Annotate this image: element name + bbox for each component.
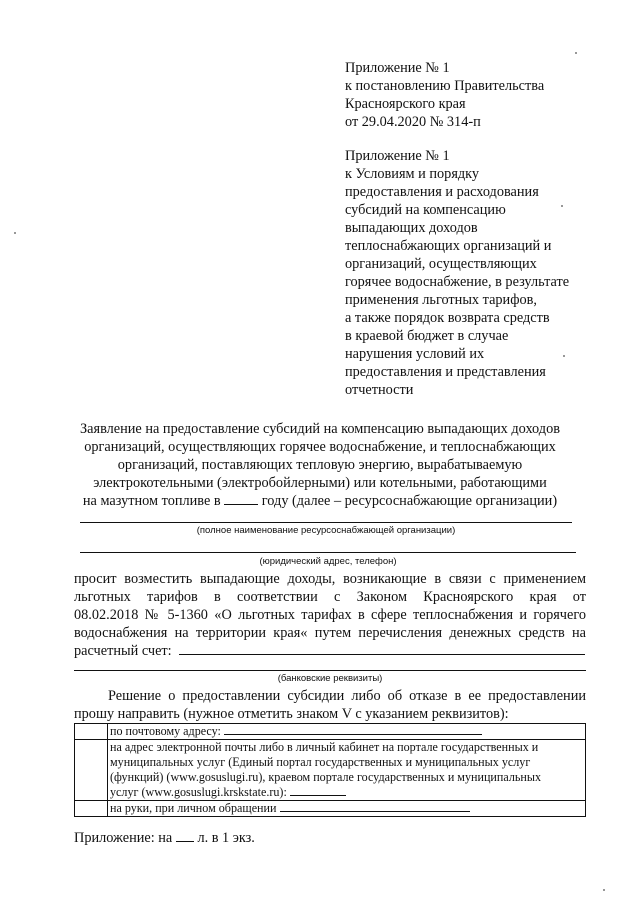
address-field[interactable] [80, 552, 576, 553]
table-row [75, 740, 586, 801]
table-row [75, 801, 586, 817]
conditions-header-line: отчетности [345, 382, 414, 398]
conditions-header-line: Приложение № 1 [345, 148, 450, 164]
appendix-header-line: Приложение № 1 [345, 60, 450, 76]
table-row [75, 724, 586, 740]
conditions-header-line: выпадающих доходов [345, 220, 478, 236]
org-name-field[interactable] [80, 522, 572, 523]
body-line: льготных тарифов в соответствии с Законом Красноярского края от [74, 589, 586, 605]
body-line: 08.02.2018 № 5-1360 «О льготных тарифах в сфере теплоснабжения и горячего [74, 607, 586, 623]
pages-count-field[interactable] [176, 830, 194, 842]
option-cell [108, 740, 586, 801]
option-label: на адрес электронной почты либо в личный кабинет на портале государственных и [110, 740, 539, 754]
application-title-line [0, 492, 640, 510]
delivery-options-table [74, 723, 586, 817]
option-cell [108, 801, 586, 817]
appendix-header-line: к постановлению Правительства [345, 78, 545, 94]
account-field[interactable] [179, 654, 585, 655]
option-label: муниципальных услуг (Единый портал государственных и муниципальных услуг [110, 755, 531, 769]
option-label: (функций) (www.gosuslugi.ru), краевом портале государственных и муниципальных [110, 770, 542, 784]
option-label: по почтовому адресу: [110, 724, 221, 738]
body-line: Решение о предоставлении субсидии либо об отказе в ее предоставлении [108, 688, 586, 704]
bank-details-field[interactable] [74, 670, 586, 671]
org-name-caption: (полное наименование ресурсоснабжающей организации) [196, 525, 456, 536]
application-title-line: организаций, осуществляющих горячее водоснабжение, и теплоснабжающих [84, 439, 556, 455]
title-text-after-year: году (далее – ресурсоснабжающие организации) [261, 493, 558, 509]
bank-details-caption: (банковские реквизиты) [277, 673, 383, 684]
postal-address-field[interactable] [224, 724, 482, 735]
title-text-before-year: на мазутном топливе в [82, 493, 221, 509]
appendix-header-line: Красноярского края [345, 96, 466, 112]
checkbox-cell[interactable] [75, 801, 108, 817]
in-person-field[interactable] [280, 801, 470, 812]
checkbox-cell[interactable] [75, 724, 108, 740]
body-line: водоснабжения на территории края« путем перечисления денежных средств на [74, 625, 586, 641]
checkbox-cell[interactable] [75, 740, 108, 801]
scan-speck [14, 232, 16, 234]
scan-speck [575, 52, 577, 54]
attachment-label: Приложение: на [74, 830, 173, 846]
scan-speck [561, 205, 563, 207]
option-label: услуг (www.gosuslugi.krskstate.ru): [110, 785, 287, 799]
conditions-header-line: организаций, осуществляющих [345, 256, 537, 272]
body-line: просит возместить выпадающие доходы, возникающие в связи с применением [74, 571, 586, 587]
appendix-header-line: от 29.04.2020 № 314-п [345, 114, 481, 130]
option-label: на руки, при личном обращении [110, 801, 277, 815]
conditions-header-line: предоставления и представления [345, 364, 546, 380]
scan-speck [603, 889, 605, 891]
conditions-header-line: в краевой бюджет в случае [345, 328, 509, 344]
conditions-header-line: теплоснабжающих организаций и [345, 238, 552, 254]
year-field[interactable] [224, 493, 258, 505]
attachment-line [74, 829, 255, 847]
application-title-line: Заявление на предоставление субсидий на компенсацию выпадающих доходов [80, 421, 560, 437]
attachment-tail: л. в 1 экз. [197, 830, 255, 846]
conditions-header-line: субсидий на компенсацию [345, 202, 506, 218]
conditions-header-line: нарушения условий их [345, 346, 485, 362]
account-label: расчетный счет: [74, 643, 172, 659]
conditions-header-line: к Условиям и порядку [345, 166, 480, 182]
conditions-header-line: предоставления и расходования [345, 184, 539, 200]
address-caption: (юридический адрес, телефон) [259, 556, 397, 567]
conditions-header-line: применения льготных тарифов, [345, 292, 537, 308]
scan-speck [563, 355, 565, 357]
option-cell [108, 724, 586, 740]
application-title-line: электрокотельными (электробойлерными) или котельными, работающими [93, 475, 547, 491]
application-title-line: организаций, поставляющих тепловую энергию, вырабатываемую [117, 457, 523, 473]
conditions-header-line: а также порядок возврата средств [345, 310, 550, 326]
email-field[interactable] [290, 785, 346, 796]
conditions-header-line: горячее водоснабжение, в результате [345, 274, 570, 290]
body-line: прошу направить (нужное отметить знаком V с указанием реквизитов): [74, 706, 509, 722]
